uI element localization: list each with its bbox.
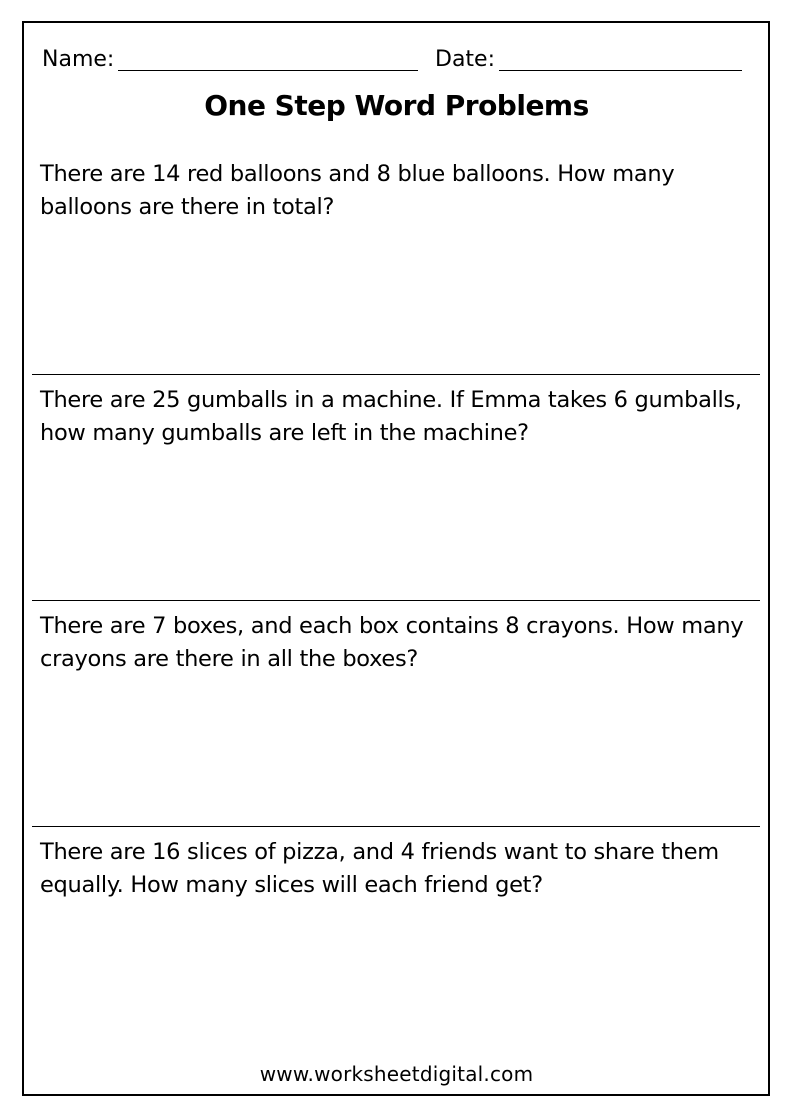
- problem-divider: [32, 826, 760, 827]
- name-date-header: [42, 44, 746, 76]
- problem-divider: [32, 374, 760, 375]
- problem-4: There are 16 slices of pizza, and 4 friends want to share them equally. How many slices will each friend get?: [40, 839, 719, 898]
- problem-3: There are 7 boxes, and each box contains 8 crayons. How many crayons are there in all the boxes?: [40, 613, 744, 672]
- date-blank-line: [499, 70, 742, 71]
- problem-divider: [32, 600, 760, 601]
- problem-2: There are 25 gumballs in a machine. If Emma takes 6 gumballs, how many gumballs are left in the machine?: [40, 387, 742, 446]
- name-blank-line: [118, 70, 418, 71]
- worksheet-title: One Step Word Problems: [204, 89, 589, 122]
- problem-1: There are 14 red balloons and 8 blue balloons. How many balloons are there in total?: [40, 161, 675, 220]
- name-label: Name:: [42, 47, 115, 72]
- date-label: Date:: [435, 47, 495, 72]
- footer-website: www.worksheetdigital.com: [259, 1062, 534, 1086]
